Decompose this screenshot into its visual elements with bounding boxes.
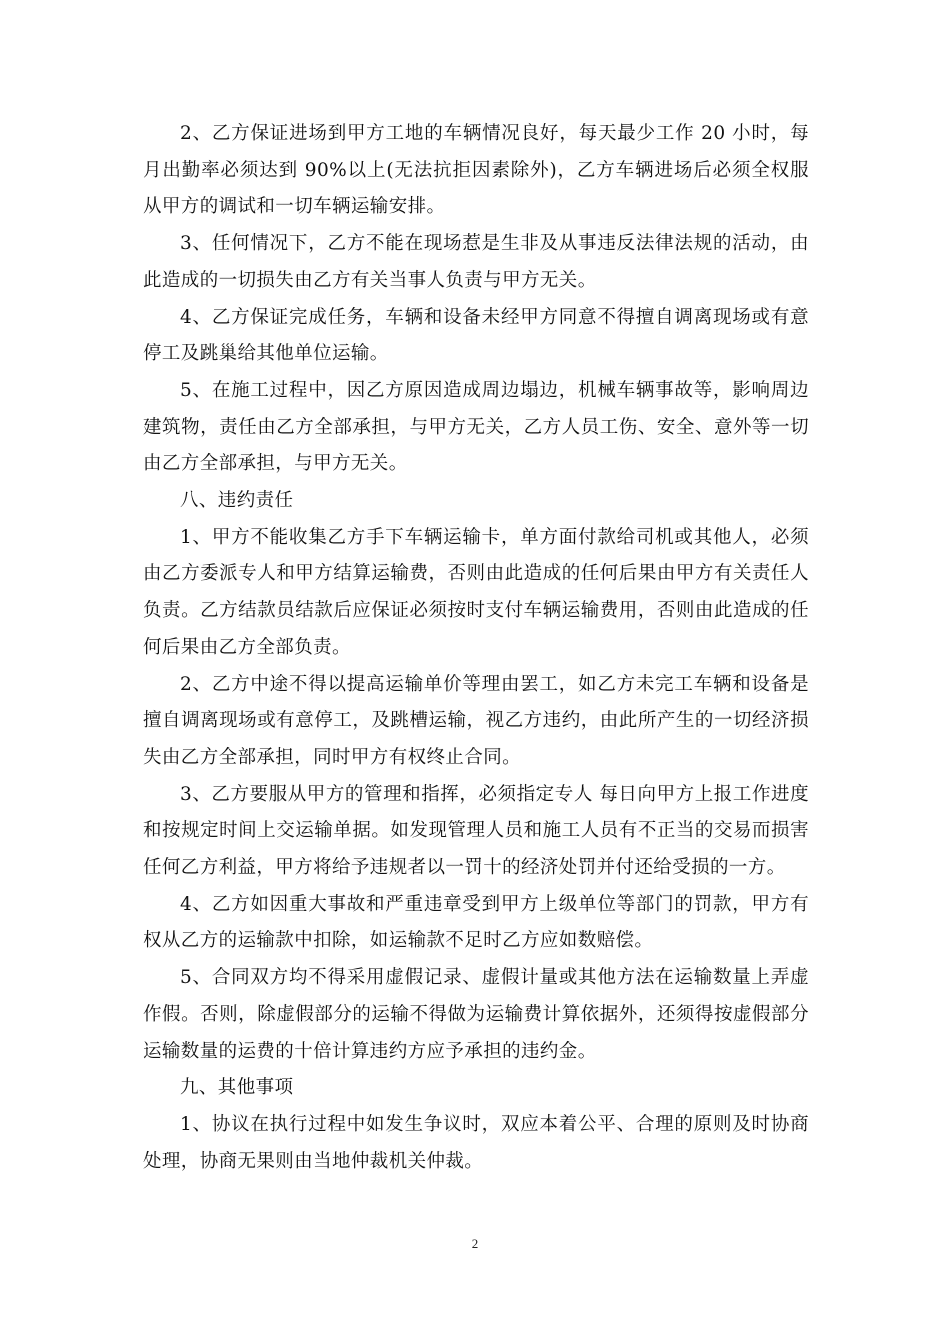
section-heading-9: 九、其他事项 xyxy=(180,1077,294,1099)
clause-7-3: 3、任何情况下，乙方不能在现场惹是生非及从事违反法律法规的活动，由此造成的一切损失由乙方有关当事人负责与甲方无关。 xyxy=(143,233,809,291)
clause-8-3: 3、乙方要服从甲方的管理和指挥，必须指定专人 每日向甲方上报工作进度和按规定时间上交运输单据。如发现管理人员和施工人员有不正当的交易而损害任何乙方利益，甲方将给予违规者以一罚十的经济处罚并付还给受损的一方。 xyxy=(143,783,809,879)
page-number: 2 xyxy=(471,1236,479,1251)
clause-7-2: 2、乙方保证进场到甲方工地的车辆情况良好，每天最少工作 20 小时，每月出勤率必须达到 90%以上(无法抗拒因素除外)，乙方车辆进场后必须全权服从甲方的调试和一切车辆运输安排。 xyxy=(143,123,809,218)
clause-9-1: 1、协议在执行过程中如发生争议时，双应本着公平、合理的原则及时协商处理，协商无果则由当地仲裁机关仲裁。 xyxy=(143,1113,809,1172)
clause-7-5: 5、在施工过程中，因乙方原因造成周边塌边，机械车辆事故等，影响周边建筑物，责任由乙方全部承担，与甲方无关，乙方人员工伤、安全、意外等一切由乙方全部承担，与甲方无关。 xyxy=(143,379,809,475)
section-heading-8: 八、违约责任 xyxy=(180,490,294,512)
clause-7-4: 4、乙方保证完成任务，车辆和设备未经甲方同意不得擅自调离现场或有意停工及跳巢给其他单位运输。 xyxy=(143,306,809,365)
clause-8-2: 2、乙方中途不得以提高运输单价等理由罢工，如乙方未完工车辆和设备是擅自调离现场或有意停工，及跳槽运输，视乙方违约，由此所产生的一切经济损失由乙方全部承担，同时甲方有权终止合同。 xyxy=(143,673,809,768)
clause-8-4: 4、乙方如因重大事故和严重违章受到甲方上级单位等部门的罚款，甲方有权从乙方的运输款中扣除，如运输款不足时乙方应如数赔偿。 xyxy=(143,893,809,952)
document-body xyxy=(143,116,809,1180)
clause-8-5: 5、合同双方均不得采用虚假记录、虚假计量或其他方法在运输数量上弄虚作假。否则，除虚假部分的运输不得做为运输费计算依据外，还须得按虚假部分运输数量的运费的十倍计算违约方应予承担的违约金。 xyxy=(143,967,809,1062)
clause-8-1: 1、甲方不能收集乙方手下车辆运输卡，单方面付款给司机或其他人，必须由乙方委派专人和甲方结算运输费，否则由此造成的任何后果由甲方有关责任人负责。乙方结款员结款后应保证必须按时支付车辆运输费用，否则由此造成的任何后果由乙方全部负责。 xyxy=(143,526,809,658)
